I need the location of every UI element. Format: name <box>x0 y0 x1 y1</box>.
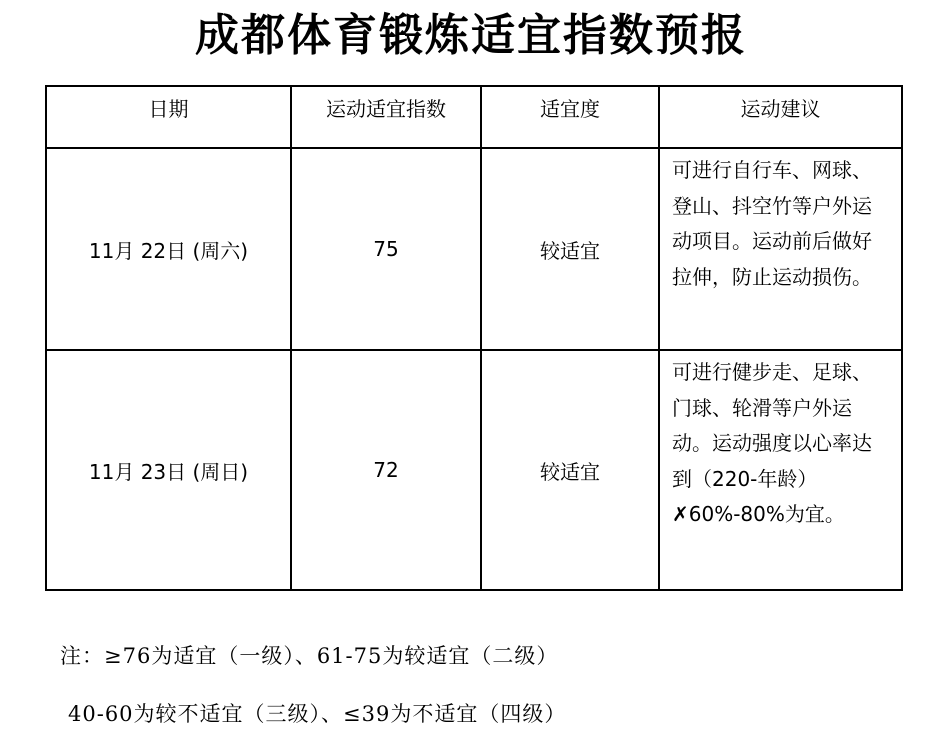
note-line-1: 注：≥76为适宜（一级）、61-75为较适宜（二级） <box>60 644 559 668</box>
table-row <box>46 148 902 350</box>
cell-index: 75 <box>291 148 481 350</box>
table-row <box>46 350 902 590</box>
table-header-row <box>46 86 902 148</box>
cell-date: 11月 22日 (周六) <box>46 148 291 350</box>
header-level: 适宜度 <box>481 86 659 148</box>
header-index: 运动适宜指数 <box>291 86 481 148</box>
header-advice: 运动建议 <box>659 86 902 148</box>
cell-date: 11月 23日 (周日) <box>46 350 291 590</box>
cell-advice: 可进行健步走、足球、门球、轮滑等户外运动。运动强度以心率达到（220-年龄）✗60%-80%为宜。 <box>659 350 902 590</box>
note-line-2: 40-60为较不适宜（三级）、≤39为不适宜（四级） <box>68 702 567 726</box>
cell-level: 较适宜 <box>481 350 659 590</box>
cell-advice: 可进行自行车、网球、登山、抖空竹等户外运动项目。运动前后做好拉伸，防止运动损伤。 <box>659 148 902 350</box>
cell-index: 72 <box>291 350 481 590</box>
header-date: 日期 <box>46 86 291 148</box>
cell-level: 较适宜 <box>481 148 659 350</box>
forecast-table <box>45 85 903 591</box>
page-title: 成都体育锻炼适宜指数预报 <box>195 10 747 61</box>
